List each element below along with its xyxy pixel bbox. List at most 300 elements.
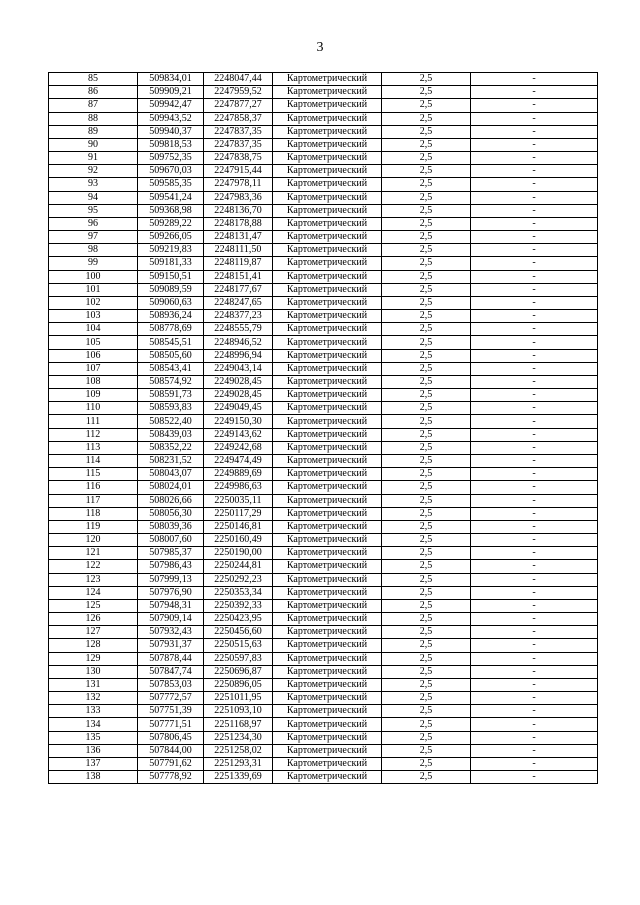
x-coordinate-cell: 508024,01 <box>138 481 204 494</box>
note-cell: - <box>471 178 598 191</box>
note-cell: - <box>471 138 598 151</box>
note-cell: - <box>471 99 598 112</box>
accuracy-cell: 2,5 <box>382 296 471 309</box>
y-coordinate-cell: 2250353,34 <box>204 586 273 599</box>
y-coordinate-cell: 2247837,35 <box>204 138 273 151</box>
accuracy-cell: 2,5 <box>382 349 471 362</box>
point-number-cell: 126 <box>49 613 138 626</box>
table-row <box>49 165 598 178</box>
table-row <box>49 692 598 705</box>
note-cell: - <box>471 705 598 718</box>
method-cell: Картометрический <box>273 428 382 441</box>
y-coordinate-cell: 2247983,36 <box>204 191 273 204</box>
accuracy-cell: 2,5 <box>382 402 471 415</box>
x-coordinate-cell: 508007,60 <box>138 534 204 547</box>
accuracy-cell: 2,5 <box>382 586 471 599</box>
y-coordinate-cell: 2249474,49 <box>204 454 273 467</box>
table-row <box>49 283 598 296</box>
y-coordinate-cell: 2250696,87 <box>204 665 273 678</box>
table-row <box>49 586 598 599</box>
x-coordinate-cell: 508574,92 <box>138 375 204 388</box>
method-cell: Картометрический <box>273 639 382 652</box>
table-row <box>49 86 598 99</box>
x-coordinate-cell: 509818,53 <box>138 138 204 151</box>
method-cell: Картометрический <box>273 138 382 151</box>
point-number-cell: 101 <box>49 283 138 296</box>
accuracy-cell: 2,5 <box>382 507 471 520</box>
note-cell: - <box>471 718 598 731</box>
note-cell: - <box>471 678 598 691</box>
accuracy-cell: 2,5 <box>382 99 471 112</box>
accuracy-cell: 2,5 <box>382 494 471 507</box>
accuracy-cell: 2,5 <box>382 481 471 494</box>
point-number-cell: 100 <box>49 270 138 283</box>
table-row <box>49 73 598 86</box>
table-row <box>49 428 598 441</box>
method-cell: Картометрический <box>273 757 382 770</box>
table-row <box>49 389 598 402</box>
note-cell: - <box>471 125 598 138</box>
table-row <box>49 731 598 744</box>
note-cell: - <box>471 428 598 441</box>
x-coordinate-cell: 509150,51 <box>138 270 204 283</box>
note-cell: - <box>471 665 598 678</box>
point-number-cell: 85 <box>49 73 138 86</box>
x-coordinate-cell: 509940,37 <box>138 125 204 138</box>
table-row <box>49 639 598 652</box>
method-cell: Картометрический <box>273 310 382 323</box>
y-coordinate-cell: 2249986,63 <box>204 481 273 494</box>
method-cell: Картометрический <box>273 468 382 481</box>
x-coordinate-cell: 508043,07 <box>138 468 204 481</box>
x-coordinate-cell: 509060,63 <box>138 296 204 309</box>
y-coordinate-cell: 2251011,95 <box>204 692 273 705</box>
point-number-cell: 128 <box>49 639 138 652</box>
x-coordinate-cell: 508505,60 <box>138 349 204 362</box>
accuracy-cell: 2,5 <box>382 520 471 533</box>
note-cell: - <box>471 468 598 481</box>
x-coordinate-cell: 509219,83 <box>138 244 204 257</box>
method-cell: Картометрический <box>273 731 382 744</box>
accuracy-cell: 2,5 <box>382 389 471 402</box>
table-row <box>49 244 598 257</box>
method-cell: Картометрический <box>273 507 382 520</box>
accuracy-cell: 2,5 <box>382 152 471 165</box>
point-number-cell: 134 <box>49 718 138 731</box>
table-row <box>49 336 598 349</box>
x-coordinate-cell: 508026,66 <box>138 494 204 507</box>
y-coordinate-cell: 2251339,69 <box>204 771 273 784</box>
point-number-cell: 93 <box>49 178 138 191</box>
note-cell: - <box>471 86 598 99</box>
point-number-cell: 117 <box>49 494 138 507</box>
y-coordinate-cell: 2248131,47 <box>204 231 273 244</box>
x-coordinate-cell: 509670,03 <box>138 165 204 178</box>
x-coordinate-cell: 508231,52 <box>138 454 204 467</box>
table-row <box>49 204 598 217</box>
method-cell: Картометрический <box>273 534 382 547</box>
note-cell: - <box>471 639 598 652</box>
note-cell: - <box>471 507 598 520</box>
x-coordinate-cell: 507791,62 <box>138 757 204 770</box>
point-number-cell: 132 <box>49 692 138 705</box>
note-cell: - <box>471 283 598 296</box>
x-coordinate-cell: 509752,35 <box>138 152 204 165</box>
point-number-cell: 135 <box>49 731 138 744</box>
x-coordinate-cell: 507778,92 <box>138 771 204 784</box>
note-cell: - <box>471 402 598 415</box>
note-cell: - <box>471 599 598 612</box>
point-number-cell: 92 <box>49 165 138 178</box>
point-number-cell: 89 <box>49 125 138 138</box>
method-cell: Картометрический <box>273 626 382 639</box>
table-row <box>49 560 598 573</box>
point-number-cell: 97 <box>49 231 138 244</box>
accuracy-cell: 2,5 <box>382 178 471 191</box>
table-row <box>49 152 598 165</box>
method-cell: Картометрический <box>273 375 382 388</box>
table-row <box>49 257 598 270</box>
x-coordinate-cell: 509834,01 <box>138 73 204 86</box>
method-cell: Картометрический <box>273 231 382 244</box>
point-number-cell: 119 <box>49 520 138 533</box>
point-number-cell: 104 <box>49 323 138 336</box>
x-coordinate-cell: 508352,22 <box>138 441 204 454</box>
y-coordinate-cell: 2247858,37 <box>204 112 273 125</box>
method-cell: Картометрический <box>273 415 382 428</box>
accuracy-cell: 2,5 <box>382 454 471 467</box>
point-number-cell: 96 <box>49 217 138 230</box>
point-number-cell: 122 <box>49 560 138 573</box>
accuracy-cell: 2,5 <box>382 547 471 560</box>
note-cell: - <box>471 520 598 533</box>
x-coordinate-cell: 507853,03 <box>138 678 204 691</box>
point-number-cell: 102 <box>49 296 138 309</box>
note-cell: - <box>471 165 598 178</box>
method-cell: Картометрический <box>273 323 382 336</box>
point-number-cell: 86 <box>49 86 138 99</box>
x-coordinate-cell: 508039,36 <box>138 520 204 533</box>
y-coordinate-cell: 2250292,23 <box>204 573 273 586</box>
x-coordinate-cell: 509266,05 <box>138 231 204 244</box>
method-cell: Картометрический <box>273 349 382 362</box>
note-cell: - <box>471 336 598 349</box>
point-number-cell: 90 <box>49 138 138 151</box>
y-coordinate-cell: 2250392,33 <box>204 599 273 612</box>
point-number-cell: 121 <box>49 547 138 560</box>
x-coordinate-cell: 508522,40 <box>138 415 204 428</box>
coordinates-table <box>48 72 598 784</box>
x-coordinate-cell: 509089,59 <box>138 283 204 296</box>
note-cell: - <box>471 494 598 507</box>
method-cell: Картометрический <box>273 718 382 731</box>
method-cell: Картометрический <box>273 520 382 533</box>
accuracy-cell: 2,5 <box>382 744 471 757</box>
point-number-cell: 125 <box>49 599 138 612</box>
table-row <box>49 231 598 244</box>
note-cell: - <box>471 389 598 402</box>
accuracy-cell: 2,5 <box>382 573 471 586</box>
note-cell: - <box>471 757 598 770</box>
table-row <box>49 534 598 547</box>
accuracy-cell: 2,5 <box>382 534 471 547</box>
point-number-cell: 136 <box>49 744 138 757</box>
y-coordinate-cell: 2248996,94 <box>204 349 273 362</box>
table-row <box>49 296 598 309</box>
method-cell: Картометрический <box>273 336 382 349</box>
note-cell: - <box>471 547 598 560</box>
accuracy-cell: 2,5 <box>382 718 471 731</box>
x-coordinate-cell: 508543,41 <box>138 362 204 375</box>
y-coordinate-cell: 2248178,88 <box>204 217 273 230</box>
accuracy-cell: 2,5 <box>382 678 471 691</box>
x-coordinate-cell: 507772,57 <box>138 692 204 705</box>
table-row <box>49 362 598 375</box>
table-row <box>49 718 598 731</box>
point-number-cell: 113 <box>49 441 138 454</box>
page-number: 3 <box>316 40 324 55</box>
method-cell: Картометрический <box>273 402 382 415</box>
x-coordinate-cell: 509585,35 <box>138 178 204 191</box>
method-cell: Картометрический <box>273 692 382 705</box>
note-cell: - <box>471 217 598 230</box>
y-coordinate-cell: 2248111,50 <box>204 244 273 257</box>
y-coordinate-cell: 2249242,68 <box>204 441 273 454</box>
y-coordinate-cell: 2249143,62 <box>204 428 273 441</box>
method-cell: Картометрический <box>273 481 382 494</box>
method-cell: Картометрический <box>273 204 382 217</box>
method-cell: Картометрический <box>273 152 382 165</box>
point-number-cell: 111 <box>49 415 138 428</box>
table-row <box>49 402 598 415</box>
note-cell: - <box>471 375 598 388</box>
accuracy-cell: 2,5 <box>382 757 471 770</box>
table-row <box>49 665 598 678</box>
point-number-cell: 138 <box>49 771 138 784</box>
y-coordinate-cell: 2249043,14 <box>204 362 273 375</box>
x-coordinate-cell: 507751,39 <box>138 705 204 718</box>
accuracy-cell: 2,5 <box>382 270 471 283</box>
method-cell: Картометрический <box>273 560 382 573</box>
y-coordinate-cell: 2250190,00 <box>204 547 273 560</box>
accuracy-cell: 2,5 <box>382 613 471 626</box>
y-coordinate-cell: 2248136,70 <box>204 204 273 217</box>
x-coordinate-cell: 507771,51 <box>138 718 204 731</box>
y-coordinate-cell: 2250515,63 <box>204 639 273 652</box>
accuracy-cell: 2,5 <box>382 86 471 99</box>
accuracy-cell: 2,5 <box>382 375 471 388</box>
accuracy-cell: 2,5 <box>382 441 471 454</box>
x-coordinate-cell: 508591,73 <box>138 389 204 402</box>
note-cell: - <box>471 415 598 428</box>
table-row <box>49 599 598 612</box>
y-coordinate-cell: 2248119,87 <box>204 257 273 270</box>
table-row <box>49 547 598 560</box>
point-number-cell: 105 <box>49 336 138 349</box>
method-cell: Картометрический <box>273 454 382 467</box>
y-coordinate-cell: 2251168,97 <box>204 718 273 731</box>
y-coordinate-cell: 2247877,27 <box>204 99 273 112</box>
accuracy-cell: 2,5 <box>382 599 471 612</box>
accuracy-cell: 2,5 <box>382 323 471 336</box>
y-coordinate-cell: 2247978,11 <box>204 178 273 191</box>
note-cell: - <box>471 731 598 744</box>
method-cell: Картометрический <box>273 217 382 230</box>
y-coordinate-cell: 2248555,79 <box>204 323 273 336</box>
point-number-cell: 112 <box>49 428 138 441</box>
x-coordinate-cell: 507986,43 <box>138 560 204 573</box>
x-coordinate-cell: 507847,74 <box>138 665 204 678</box>
note-cell: - <box>471 204 598 217</box>
table-row <box>49 125 598 138</box>
note-cell: - <box>471 560 598 573</box>
note-cell: - <box>471 454 598 467</box>
accuracy-cell: 2,5 <box>382 468 471 481</box>
method-cell: Картометрический <box>273 652 382 665</box>
point-number-cell: 133 <box>49 705 138 718</box>
accuracy-cell: 2,5 <box>382 705 471 718</box>
method-cell: Картометрический <box>273 744 382 757</box>
x-coordinate-cell: 508439,03 <box>138 428 204 441</box>
table-row <box>49 626 598 639</box>
accuracy-cell: 2,5 <box>382 257 471 270</box>
y-coordinate-cell: 2247915,44 <box>204 165 273 178</box>
table-row <box>49 112 598 125</box>
method-cell: Картометрический <box>273 112 382 125</box>
point-number-cell: 87 <box>49 99 138 112</box>
note-cell: - <box>471 191 598 204</box>
point-number-cell: 88 <box>49 112 138 125</box>
table-row <box>49 507 598 520</box>
table-row <box>49 494 598 507</box>
table-row <box>49 415 598 428</box>
table-row <box>49 613 598 626</box>
method-cell: Картометрический <box>273 441 382 454</box>
method-cell: Картометрический <box>273 86 382 99</box>
y-coordinate-cell: 2249028,45 <box>204 389 273 402</box>
table-row <box>49 441 598 454</box>
accuracy-cell: 2,5 <box>382 310 471 323</box>
y-coordinate-cell: 2251258,02 <box>204 744 273 757</box>
method-cell: Картометрический <box>273 73 382 86</box>
point-number-cell: 95 <box>49 204 138 217</box>
x-coordinate-cell: 509368,98 <box>138 204 204 217</box>
y-coordinate-cell: 2247837,35 <box>204 125 273 138</box>
note-cell: - <box>471 481 598 494</box>
y-coordinate-cell: 2248247,65 <box>204 296 273 309</box>
point-number-cell: 116 <box>49 481 138 494</box>
coordinates-table-body <box>49 73 598 784</box>
table-row <box>49 178 598 191</box>
table-row <box>49 310 598 323</box>
x-coordinate-cell: 508593,83 <box>138 402 204 415</box>
accuracy-cell: 2,5 <box>382 204 471 217</box>
point-number-cell: 94 <box>49 191 138 204</box>
method-cell: Картометрический <box>273 283 382 296</box>
method-cell: Картометрический <box>273 191 382 204</box>
x-coordinate-cell: 507948,31 <box>138 599 204 612</box>
accuracy-cell: 2,5 <box>382 652 471 665</box>
x-coordinate-cell: 509541,24 <box>138 191 204 204</box>
method-cell: Картометрический <box>273 125 382 138</box>
point-number-cell: 120 <box>49 534 138 547</box>
method-cell: Картометрический <box>273 665 382 678</box>
accuracy-cell: 2,5 <box>382 362 471 375</box>
method-cell: Картометрический <box>273 389 382 402</box>
note-cell: - <box>471 296 598 309</box>
point-number-cell: 124 <box>49 586 138 599</box>
method-cell: Картометрический <box>273 296 382 309</box>
table-row <box>49 744 598 757</box>
method-cell: Картометрический <box>273 494 382 507</box>
table-row <box>49 138 598 151</box>
table-row <box>49 573 598 586</box>
point-number-cell: 109 <box>49 389 138 402</box>
y-coordinate-cell: 2247838,75 <box>204 152 273 165</box>
x-coordinate-cell: 507976,90 <box>138 586 204 599</box>
accuracy-cell: 2,5 <box>382 165 471 178</box>
table-row <box>49 99 598 112</box>
point-number-cell: 91 <box>49 152 138 165</box>
point-number-cell: 110 <box>49 402 138 415</box>
x-coordinate-cell: 507844,00 <box>138 744 204 757</box>
accuracy-cell: 2,5 <box>382 73 471 86</box>
note-cell: - <box>471 73 598 86</box>
accuracy-cell: 2,5 <box>382 731 471 744</box>
x-coordinate-cell: 509943,52 <box>138 112 204 125</box>
note-cell: - <box>471 244 598 257</box>
point-number-cell: 98 <box>49 244 138 257</box>
table-row <box>49 652 598 665</box>
y-coordinate-cell: 2248151,41 <box>204 270 273 283</box>
note-cell: - <box>471 362 598 375</box>
accuracy-cell: 2,5 <box>382 336 471 349</box>
y-coordinate-cell: 2249049,45 <box>204 402 273 415</box>
note-cell: - <box>471 692 598 705</box>
x-coordinate-cell: 508545,51 <box>138 336 204 349</box>
point-number-cell: 123 <box>49 573 138 586</box>
y-coordinate-cell: 2250896,05 <box>204 678 273 691</box>
point-number-cell: 103 <box>49 310 138 323</box>
y-coordinate-cell: 2251234,30 <box>204 731 273 744</box>
note-cell: - <box>471 652 598 665</box>
table-row <box>49 678 598 691</box>
table-row <box>49 217 598 230</box>
table-row <box>49 454 598 467</box>
method-cell: Картометрический <box>273 178 382 191</box>
point-number-cell: 99 <box>49 257 138 270</box>
x-coordinate-cell: 507806,45 <box>138 731 204 744</box>
x-coordinate-cell: 509289,22 <box>138 217 204 230</box>
note-cell: - <box>471 310 598 323</box>
note-cell: - <box>471 744 598 757</box>
table-row <box>49 349 598 362</box>
point-number-cell: 106 <box>49 349 138 362</box>
note-cell: - <box>471 626 598 639</box>
x-coordinate-cell: 508056,30 <box>138 507 204 520</box>
x-coordinate-cell: 508936,24 <box>138 310 204 323</box>
accuracy-cell: 2,5 <box>382 231 471 244</box>
method-cell: Картометрический <box>273 165 382 178</box>
x-coordinate-cell: 507932,43 <box>138 626 204 639</box>
method-cell: Картометрический <box>273 678 382 691</box>
accuracy-cell: 2,5 <box>382 125 471 138</box>
x-coordinate-cell: 507985,37 <box>138 547 204 560</box>
note-cell: - <box>471 349 598 362</box>
method-cell: Картометрический <box>273 586 382 599</box>
y-coordinate-cell: 2250456,60 <box>204 626 273 639</box>
method-cell: Картометрический <box>273 599 382 612</box>
